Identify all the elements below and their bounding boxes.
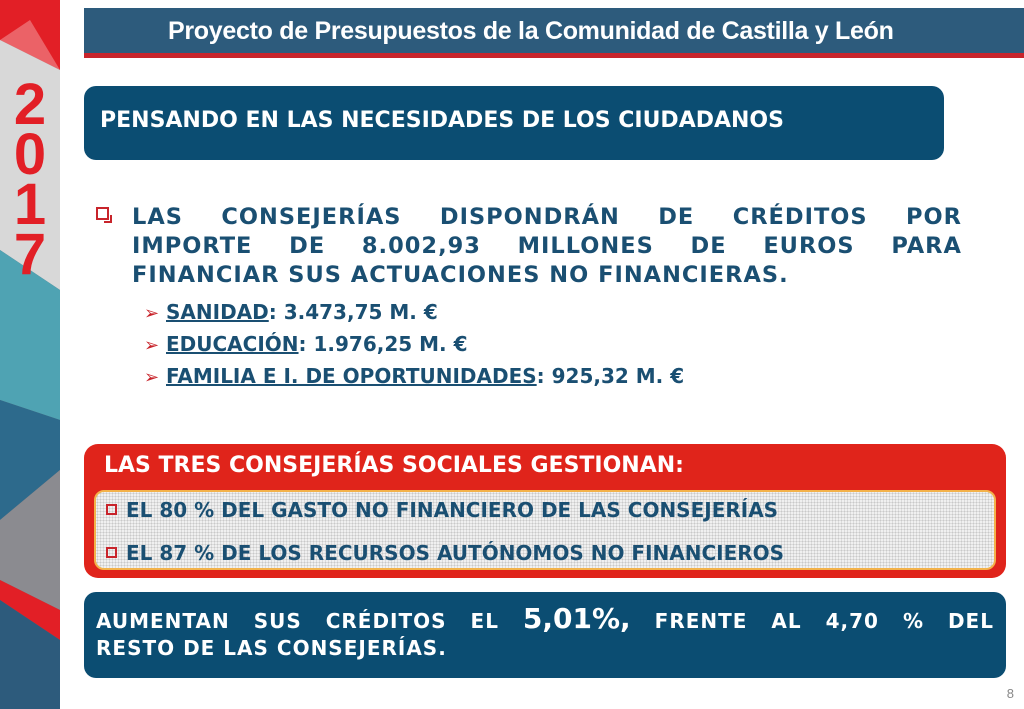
checkbox-bullet-icon xyxy=(106,547,117,558)
word: CRÉDITOS xyxy=(325,609,447,633)
sub-item-sanidad xyxy=(144,300,438,324)
word: FRENTE xyxy=(654,609,748,633)
sub-item-value: : 925,32 M. € xyxy=(536,364,685,388)
increase-line-1 xyxy=(96,602,994,635)
page-number: 8 xyxy=(1006,686,1014,701)
heading-box xyxy=(84,86,944,160)
increase-box xyxy=(84,592,1006,678)
word: CONSEJERÍAS xyxy=(221,204,402,230)
word: 8.002,93 xyxy=(361,233,481,259)
word: PARA xyxy=(891,233,962,259)
increase-line-2: RESTO DE LAS CONSEJERÍAS. xyxy=(96,636,447,660)
word: DE xyxy=(658,204,695,230)
word: DEL xyxy=(947,609,994,633)
sub-item-familia xyxy=(144,364,684,388)
social-box-list xyxy=(94,490,996,570)
heading-text: PENSANDO EN LAS NECESIDADES DE LOS CIUDADANOS xyxy=(100,108,784,133)
main-line-2 xyxy=(132,232,962,261)
sub-item-value: : 1.976,25 M. € xyxy=(298,332,468,356)
word: CRÉDITOS xyxy=(732,204,868,230)
word: EUROS xyxy=(763,233,855,259)
sub-item-label: SANIDAD xyxy=(166,300,269,324)
page-title: Proyecto de Presupuestos de la Comunidad de Castilla y León xyxy=(168,17,894,45)
main-line-1 xyxy=(132,203,962,232)
word: MILLONES xyxy=(517,233,654,259)
arrow-bullet-icon: ➢ xyxy=(144,303,160,324)
list-item-text: EL 87 % DE LOS RECURSOS AUTÓNOMOS NO FINANCIEROS xyxy=(126,541,785,565)
list-item xyxy=(106,498,778,522)
word: IMPORTE xyxy=(132,233,253,259)
checkbox-bullet-icon xyxy=(106,504,117,515)
sub-item-value: : 3.473,75 M. € xyxy=(268,300,438,324)
header-bar xyxy=(84,8,1024,58)
word: DISPONDRÁN xyxy=(439,204,620,230)
word: POR xyxy=(906,204,962,230)
word: EL xyxy=(470,609,499,633)
word: LAS xyxy=(132,204,183,230)
word: SUS xyxy=(253,609,302,633)
word: % xyxy=(902,609,924,633)
checkbox-bullet-icon xyxy=(96,207,109,220)
social-departments-box xyxy=(84,444,1006,578)
arrow-bullet-icon: ➢ xyxy=(144,367,160,388)
highlight-percentage: 5,01%, xyxy=(522,602,631,635)
word: 4,70 xyxy=(825,609,879,633)
social-box-title: LAS TRES CONSEJERÍAS SOCIALES GESTIONAN: xyxy=(104,453,684,478)
year-2017 xyxy=(2,72,58,287)
sub-item-label: FAMILIA E I. DE OPORTUNIDADES xyxy=(166,364,537,388)
arrow-bullet-icon: ➢ xyxy=(144,335,160,356)
year-digit-1: 2017 xyxy=(13,72,47,287)
list-item-text: EL 80 % DEL GASTO NO FINANCIERO DE LAS CONSEJERÍAS xyxy=(126,498,779,522)
word: DE xyxy=(690,233,727,259)
word: AUMENTAN xyxy=(96,609,230,633)
list-item xyxy=(106,541,784,565)
main-line-3: FINANCIAR SUS ACTUACIONES NO FINANCIERAS. xyxy=(132,262,789,288)
sub-item-educacion xyxy=(144,332,468,356)
word: DE xyxy=(289,233,326,259)
word: AL xyxy=(771,609,802,633)
sub-item-label: EDUCACIÓN xyxy=(166,332,299,356)
